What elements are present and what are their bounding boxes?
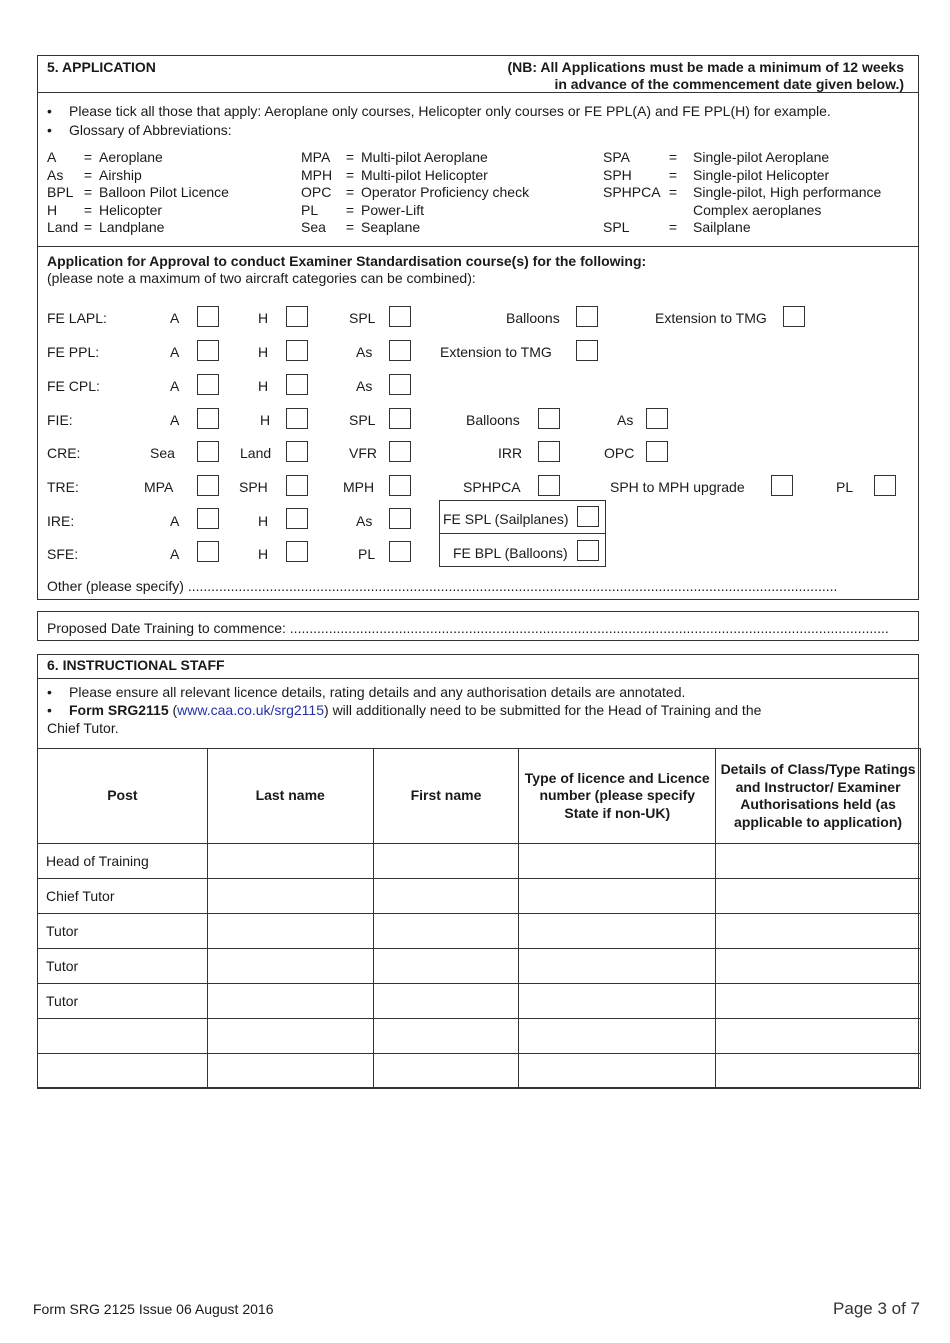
table-row	[38, 984, 921, 1019]
licence-cell[interactable]	[519, 984, 716, 1019]
post-cell: Tutor	[38, 984, 208, 1019]
header-first-name: First name	[373, 749, 519, 844]
staff-table	[37, 748, 921, 1089]
instruction-bullet: • Glossary of Abbreviations:	[47, 121, 831, 140]
first-name-cell[interactable]	[373, 844, 519, 879]
fe-lapl-spl-checkbox[interactable]	[389, 306, 411, 327]
option-label: Extension to TMG	[655, 310, 767, 326]
first-name-cell[interactable]	[373, 879, 519, 914]
licence-cell[interactable]	[519, 914, 716, 949]
instruction-bullet: • Form SRG2115 (www.caa.co.uk/srg2115) will additionally need to be submitted for the Head of Training and the	[47, 701, 761, 719]
option-label: H	[260, 412, 271, 428]
option-label: A	[170, 344, 180, 360]
option-label: IRR	[498, 445, 523, 461]
option-label: H	[258, 310, 269, 326]
instructional-staff-section	[37, 654, 919, 1088]
fe-lapl-tmg-checkbox[interactable]	[783, 306, 805, 327]
licence-cell[interactable]	[519, 879, 716, 914]
glossary-column-2	[301, 149, 529, 237]
cre-land-checkbox[interactable]	[286, 441, 308, 462]
glossary-entry: BPL = Balloon Pilot Licence	[47, 184, 229, 201]
option-label: Land	[240, 445, 272, 461]
cre-sea-checkbox[interactable]	[197, 441, 219, 462]
instruction-continuation: Chief Tutor.	[47, 720, 119, 736]
sfe-h-checkbox[interactable]	[286, 541, 308, 562]
fie-h-checkbox[interactable]	[286, 408, 308, 429]
instructions-list	[47, 102, 831, 140]
post-cell: Tutor	[38, 914, 208, 949]
row-label-fe-ppl: FE PPL:	[47, 344, 100, 360]
glossary-entry: MPH = Multi-pilot Helicopter	[301, 166, 488, 183]
form-reference: Form SRG 2125 Issue 06 August 2016	[33, 1301, 274, 1317]
licence-cell[interactable]	[519, 1019, 716, 1054]
instruction-bullet: • Please ensure all relevant licence details, rating details and any authorisation details are annotated.	[47, 683, 761, 701]
option-label: As	[356, 513, 373, 529]
tre-sph-mph-upgrade-checkbox[interactable]	[771, 475, 793, 496]
sfe-pl-checkbox[interactable]	[389, 541, 411, 562]
details-cell[interactable]	[716, 984, 921, 1019]
glossary-entry: As = Airship	[47, 166, 142, 183]
option-label: A	[170, 513, 180, 529]
row-label-tre: TRE:	[47, 479, 79, 495]
proposed-date-field[interactable]: Proposed Date Training to commence: ..........................................................................................................................................................	[47, 620, 889, 636]
header-post: Post	[38, 749, 208, 844]
glossary-entry: SPA = Single-pilot Aeroplane	[603, 149, 830, 165]
option-label: MPH	[343, 479, 375, 495]
option-label: VFR	[349, 445, 377, 461]
licence-cell[interactable]	[519, 949, 716, 984]
other-specify-field[interactable]: Other (please specify) .......................................................................................................................................................................	[47, 578, 838, 594]
table-row	[38, 949, 921, 984]
licence-cell[interactable]	[519, 844, 716, 879]
divider	[38, 678, 918, 679]
option-label: SPH	[239, 479, 268, 495]
option-label: A	[170, 412, 180, 428]
row-label-ire: IRE:	[47, 513, 75, 529]
fe-lapl-balloons-checkbox[interactable]	[576, 306, 598, 327]
divider	[38, 92, 918, 93]
tre-mpa-checkbox[interactable]	[197, 475, 219, 496]
application-heading: Application for Approval to conduct Examiner Standardisation course(s) for the following:	[47, 253, 647, 269]
post-cell: Head of Training	[38, 844, 208, 879]
row-label-cre: CRE:	[47, 445, 81, 461]
details-cell[interactable]	[716, 914, 921, 949]
option-label: As	[617, 412, 634, 428]
section-6-title: 6. INSTRUCTIONAL STAFF	[47, 657, 225, 673]
cre-irr-checkbox[interactable]	[538, 441, 560, 462]
fe-cpl-a-checkbox[interactable]	[197, 374, 219, 395]
ire-a-checkbox[interactable]	[197, 508, 219, 529]
option-label: SPL	[349, 412, 376, 428]
option-label: A	[170, 378, 180, 394]
ire-as-checkbox[interactable]	[389, 508, 411, 529]
fie-a-checkbox[interactable]	[197, 408, 219, 429]
fe-ppl-a-checkbox[interactable]	[197, 340, 219, 361]
instruction-bullet: • Please tick all those that apply: Aeroplane only courses, Helicopter only courses or FE PPL(A) and FE PPL(H) for example.	[47, 102, 831, 121]
last-name-cell[interactable]	[207, 984, 373, 1019]
fie-balloons-checkbox[interactable]	[538, 408, 560, 429]
sfe-a-checkbox[interactable]	[197, 541, 219, 562]
glossary-entry: MPA = Multi-pilot Aeroplane	[301, 149, 488, 165]
last-name-cell[interactable]	[207, 879, 373, 914]
option-label: FE BPL (Balloons)	[453, 545, 568, 561]
glossary-entry: Sea = Seaplane	[301, 219, 421, 236]
licence-cell[interactable]	[519, 1054, 716, 1089]
option-label: A	[170, 310, 180, 326]
ire-h-checkbox[interactable]	[286, 508, 308, 529]
option-label: SPHPCA	[463, 479, 521, 495]
fe-spl-sailplanes-checkbox[interactable]	[577, 506, 599, 527]
glossary-entry: SPH = Single-pilot Helicopter	[603, 166, 830, 183]
row-label-fe-lapl: FE LAPL:	[47, 310, 107, 326]
option-label: PL	[836, 479, 854, 495]
details-cell[interactable]	[716, 949, 921, 984]
fe-cpl-as-checkbox[interactable]	[389, 374, 411, 395]
option-label: As	[356, 378, 373, 394]
srg2115-link[interactable]: www.caa.co.uk/srg2115	[177, 702, 324, 718]
glossary-column-1	[47, 149, 229, 237]
option-label: MPA	[144, 479, 174, 495]
row-label-sfe: SFE:	[47, 546, 79, 562]
section-5-title: 5. APPLICATION	[47, 59, 156, 75]
fe-lapl-h-checkbox[interactable]	[286, 306, 308, 327]
glossary-entry: Land = Landplane	[47, 219, 165, 236]
header-last-name: Last name	[207, 749, 373, 844]
last-name-cell[interactable]	[207, 844, 373, 879]
row-label-fe-cpl: FE CPL:	[47, 378, 100, 394]
proposed-date-box	[37, 611, 919, 641]
option-label: OPC	[604, 445, 635, 461]
table-row	[38, 1054, 921, 1089]
option-label: As	[356, 344, 373, 360]
tre-sphpca-checkbox[interactable]	[538, 475, 560, 496]
option-label: Balloons	[506, 310, 560, 326]
tre-sph-checkbox[interactable]	[286, 475, 308, 496]
row-label-fie: FIE:	[47, 412, 73, 428]
first-name-cell[interactable]	[373, 984, 519, 1019]
fe-ppl-tmg-checkbox[interactable]	[576, 340, 598, 361]
option-label: SPL	[349, 310, 376, 326]
fie-spl-checkbox[interactable]	[389, 408, 411, 429]
last-name-cell[interactable]	[207, 949, 373, 984]
first-name-cell[interactable]	[373, 949, 519, 984]
tre-mph-checkbox[interactable]	[389, 475, 411, 496]
glossary-entry: A = Aeroplane	[47, 149, 163, 165]
glossary-entry: PL = Power-Lift	[301, 201, 425, 218]
cre-opc-checkbox[interactable]	[646, 441, 668, 462]
details-cell[interactable]	[716, 1019, 921, 1054]
table-row	[38, 844, 921, 879]
option-label: Extension to TMG	[440, 344, 552, 360]
glossary-column-3	[603, 149, 881, 237]
option-label: H	[258, 344, 269, 360]
post-cell[interactable]	[38, 1054, 208, 1089]
page-number: Page 3 of 7	[833, 1299, 920, 1318]
post-cell: Chief Tutor	[38, 879, 208, 914]
divider	[38, 246, 918, 247]
fie-as-checkbox[interactable]	[646, 408, 668, 429]
table-row	[38, 1019, 921, 1054]
first-name-cell[interactable]	[373, 914, 519, 949]
cre-vfr-checkbox[interactable]	[389, 441, 411, 462]
table-header-row	[38, 749, 921, 844]
table-row	[38, 914, 921, 949]
header-licence: Type of licence and Licence number (please specify State if non-UK)	[519, 749, 716, 844]
option-label: SPH to MPH upgrade	[610, 479, 745, 495]
last-name-cell[interactable]	[207, 1054, 373, 1089]
glossary-entry: SPHPCA = Single-pilot, High performance	[603, 184, 882, 201]
details-cell[interactable]	[716, 879, 921, 914]
application-section	[37, 55, 919, 600]
glossary-entry: Complex aeroplanes	[693, 201, 822, 218]
details-cell[interactable]	[716, 844, 921, 879]
fe-cpl-h-checkbox[interactable]	[286, 374, 308, 395]
option-label: FE SPL (Sailplanes)	[443, 511, 569, 527]
last-name-cell[interactable]	[207, 1019, 373, 1054]
fe-ppl-as-checkbox[interactable]	[389, 340, 411, 361]
details-cell[interactable]	[716, 1054, 921, 1089]
first-name-cell[interactable]	[373, 1019, 519, 1054]
first-name-cell[interactable]	[373, 1054, 519, 1089]
tre-pl-checkbox[interactable]	[874, 475, 896, 496]
last-name-cell[interactable]	[207, 914, 373, 949]
fe-ppl-h-checkbox[interactable]	[286, 340, 308, 361]
post-cell: Tutor	[38, 949, 208, 984]
option-label: H	[258, 378, 269, 394]
table-row	[38, 879, 921, 914]
post-cell[interactable]	[38, 1019, 208, 1054]
fe-bpl-balloons-checkbox[interactable]	[577, 540, 599, 561]
option-label: Sea	[150, 445, 175, 461]
section-5-note: (NB: All Applications must be made a minimum of 12 weeks in advance of the commencement date given below.)	[507, 59, 904, 92]
option-label: H	[258, 513, 269, 529]
header-details: Details of Class/Type Ratings and Instructor/ Examiner Authorisations held (as applicable to application)	[716, 749, 921, 844]
glossary-entry: OPC = Operator Proficiency check	[301, 184, 530, 201]
glossary-entry: SPL = Sailplane	[603, 219, 751, 236]
fe-lapl-a-checkbox[interactable]	[197, 306, 219, 327]
staff-instructions	[47, 683, 761, 737]
option-label: A	[170, 546, 180, 562]
application-subheading: (please note a maximum of two aircraft categories can be combined):	[47, 270, 476, 286]
glossary-entry: H = Helicopter	[47, 201, 163, 218]
option-label: Balloons	[466, 412, 520, 428]
option-label: H	[258, 546, 269, 562]
option-label: PL	[358, 546, 376, 562]
divider	[439, 533, 606, 534]
